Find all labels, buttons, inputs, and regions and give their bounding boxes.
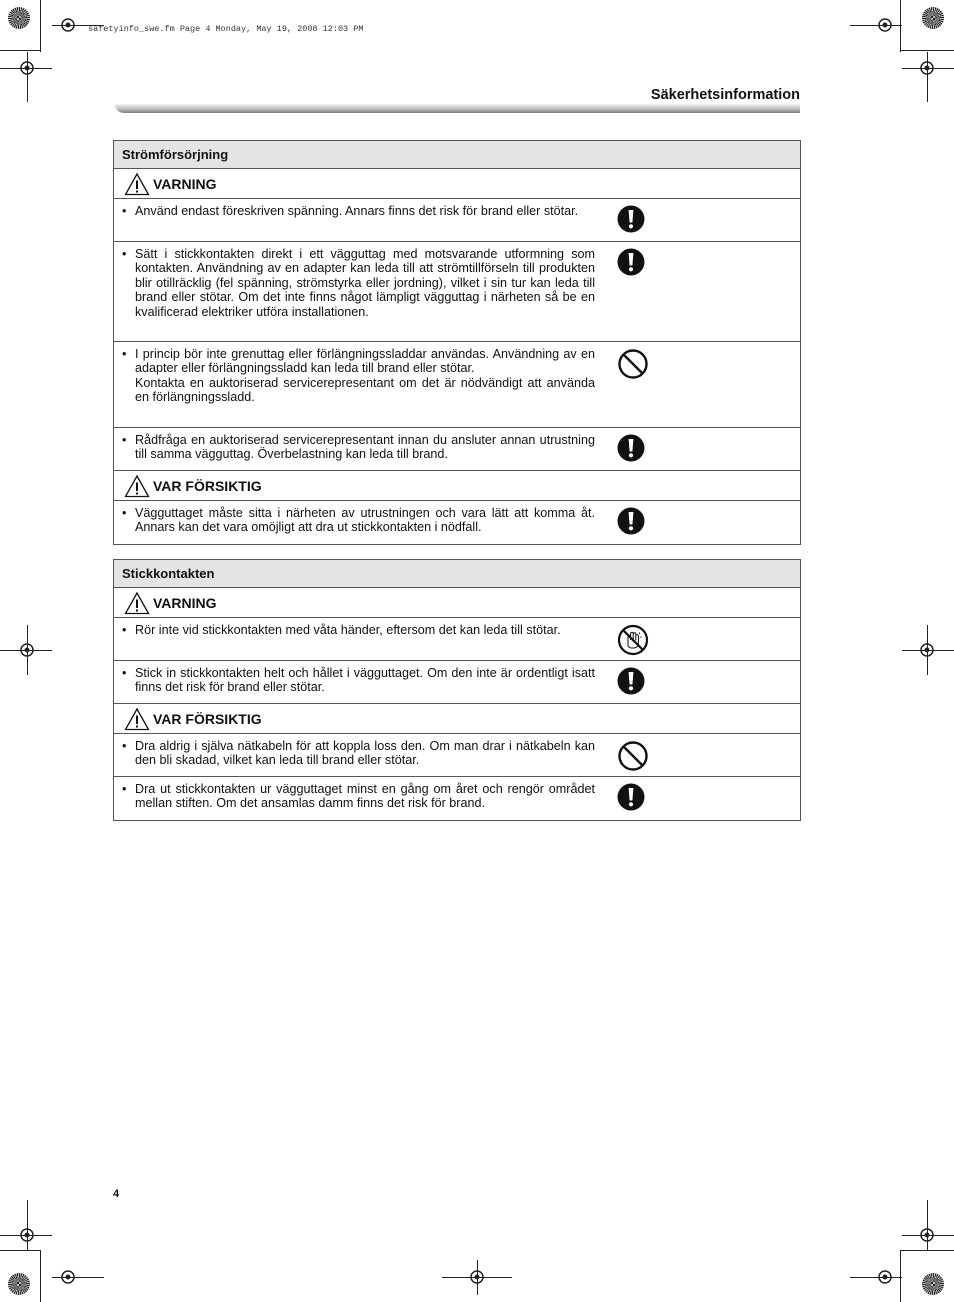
item-text: Dra aldrig i själva nätkabeln för att koppla loss den. Om man drar i nätkabeln kan den bli skadad, vilket kan leda till brand eller stötar.: [135, 739, 595, 768]
print-stamp: safetyinfo_swe.fm Page 4 Monday, May 19, 2008 12:03 PM: [88, 24, 364, 34]
caution-label: VAR FÖRSIKTIG: [153, 710, 262, 727]
bullet: •: [122, 204, 127, 218]
caution-label: VAR FÖRSIKTIG: [153, 477, 262, 494]
exclamation-icon: [617, 783, 645, 811]
bullet: •: [122, 666, 127, 680]
warning-level-header: [114, 588, 800, 618]
header-rule: [115, 104, 800, 113]
warning-triangle-icon: [124, 707, 150, 731]
list-item: [114, 777, 800, 820]
list-item: [114, 199, 800, 242]
section-title: Strömförsörjning: [114, 141, 800, 169]
warning-label: VARNING: [153, 175, 217, 192]
warning-triangle-icon: [124, 172, 150, 196]
section-title: Stickkontakten: [114, 560, 800, 588]
list-item: [114, 342, 800, 428]
list-item: [114, 242, 800, 342]
item-text: Använd endast föreskriven spänning. Annars finns det risk för brand eller stötar.: [135, 204, 579, 218]
item-text: Vägguttaget måste sitta i närheten av utrustningen och vara lätt att komma åt. Annars kan det vara omöjligt att dra ut stickkontakten i nödfall.: [135, 506, 595, 535]
prohibited-icon: [617, 348, 649, 380]
warning-label: VARNING: [153, 594, 217, 611]
warning-level-header: [114, 169, 800, 199]
section-power-plug: [113, 559, 801, 821]
list-item: [114, 734, 800, 777]
list-item: [114, 618, 800, 661]
warning-triangle-icon: [124, 591, 150, 615]
list-item: [114, 428, 800, 471]
bullet: •: [122, 623, 127, 637]
exclamation-icon: [617, 248, 645, 276]
bullet: •: [122, 433, 127, 447]
caution-level-header: [114, 704, 800, 734]
exclamation-icon: [617, 667, 645, 695]
page-header-title: Säkerhetsinformation: [650, 87, 800, 103]
item-text: Dra ut stickkontakten ur vägguttaget minst en gång om året och rengör området mellan stiften. Om det ansamlas damm finns det risk för brand.: [135, 782, 595, 811]
item-text: Stick in stickkontakten helt och hållet i vägguttaget. Om den inte är ordentligt isatt finns det risk för brand eller stötar.: [135, 666, 595, 695]
exclamation-icon: [617, 205, 645, 233]
bullet: •: [122, 782, 127, 796]
caution-level-header: [114, 471, 800, 501]
bullet: •: [122, 247, 127, 261]
item-text: I princip bör inte grenuttag eller förlängningssladdar användas. Användning av en adapter eller förlängningssladd kan leda till brand eller stötar.: [135, 347, 595, 376]
page-number: 4: [113, 1188, 120, 1200]
list-item: [114, 501, 800, 544]
item-text: Rör inte vid stickkontakten med våta händer, eftersom det kan leda till stötar.: [135, 623, 561, 637]
bullet: •: [122, 739, 127, 753]
item-text: Sätt i stickkontakten direkt i ett vägguttag med motsvarande utformning som kontakten. Användning av en adapter kan leda till att strömtillförseln till produkten blir otillräcklig (fel spänning, strömstyrka eller jordning), vilket i sin tur kan leda till brand eller stötar. Om det inte finns något lämpligt vägguttag i närheten så be en kvalificerad elektriker utföra installationen.: [135, 247, 595, 319]
exclamation-icon: [617, 434, 645, 462]
item-text: Rådfråga en auktoriserad servicerepresentant innan du ansluter annan utrustning till samma vägguttag. Överbelastning kan leda till brand.: [135, 433, 595, 462]
no-wet-hands-icon: [617, 624, 649, 656]
bullet: •: [122, 347, 127, 361]
warning-triangle-icon: [124, 474, 150, 498]
prohibited-icon: [617, 740, 649, 772]
item-text: Kontakta en auktoriserad servicerepresentant om det är nödvändigt att använda en förlängningssladd.: [135, 375, 595, 405]
exclamation-icon: [617, 507, 645, 535]
section-power-supply: [113, 140, 801, 545]
bullet: •: [122, 506, 127, 520]
list-item: [114, 661, 800, 704]
